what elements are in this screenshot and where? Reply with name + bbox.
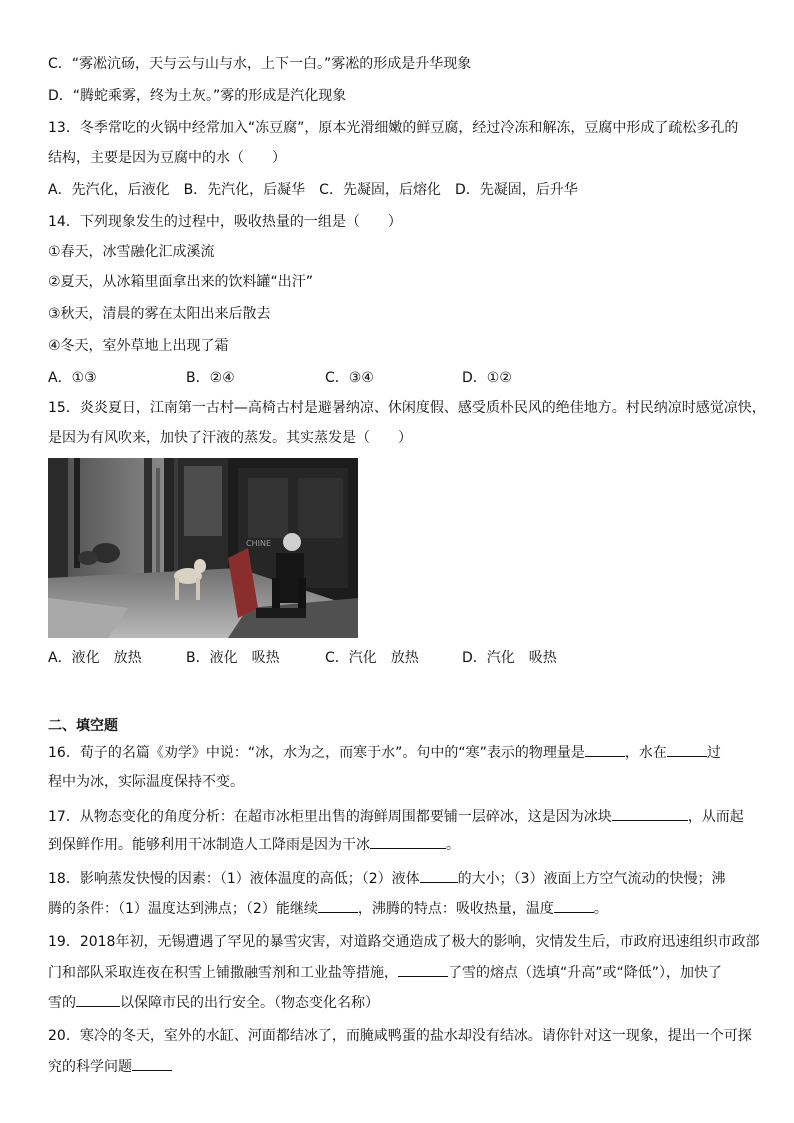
q12-option-c: C．“雾凇沆砀，天与云与山与水，上下一白。”雾凇的形成是升华现象 bbox=[48, 56, 472, 72]
q20-text-a: 究的科学问题 bbox=[48, 1059, 132, 1075]
village-photo bbox=[48, 458, 358, 638]
q13-stem-line1: 13．冬季常吃的火锅中经常加入“冻豆腐”，原本光滑细嫩的鲜豆腐，经过冷冻和解冻，豆腐中形成了疏松多孔的 bbox=[48, 120, 739, 136]
section-heading-fill-in: 二、填空题 bbox=[48, 718, 118, 734]
q13-stem-line2: 结构，主要是因为豆腐中的水（ ） bbox=[48, 150, 286, 166]
q16-line1 bbox=[48, 742, 721, 763]
q17-line1 bbox=[48, 806, 744, 827]
q14-item-2: ②夏天，从冰箱里面拿出来的饮料罐“出汗” bbox=[48, 274, 314, 290]
q17-blank-1[interactable] bbox=[612, 806, 688, 821]
q18-text-e: 。 bbox=[593, 901, 608, 917]
q14-option-d: D．①② bbox=[462, 370, 512, 386]
q16-blank-1[interactable] bbox=[585, 742, 625, 757]
q14-item-3: ③秋天，清晨的雾在太阳出来后散去 bbox=[48, 306, 271, 322]
q18-blank-1[interactable] bbox=[420, 868, 458, 883]
q18-blank-3[interactable] bbox=[554, 898, 594, 913]
q14-option-a: A．①③ bbox=[48, 370, 97, 386]
q12-option-d: D．“腾蛇乘雾，终为土灰。”雾的形成是汽化现象 bbox=[48, 88, 347, 104]
q19-text-d: 以保障市民的出行安全。（物态变化名称） bbox=[120, 995, 379, 1011]
q19-text-b: 了雪的熔点（选填“升高”或“降低”），加快了 bbox=[448, 965, 723, 981]
q18-line1 bbox=[48, 868, 726, 889]
q17-text-b: ，从而起 bbox=[687, 809, 744, 825]
q15-option-b: B．液化 吸热 bbox=[186, 650, 280, 666]
q20-line2 bbox=[48, 1056, 172, 1077]
q16-text-b: ，水在 bbox=[624, 745, 667, 761]
q18-text-d: ，沸腾的特点：吸收热量，温度 bbox=[357, 901, 554, 917]
q20-line1: 20．寒冷的冬天，室外的水缸、河面都结冰了，而腌咸鸭蛋的盐水却没有结冰。请你针对这一现象，提出一个可探 bbox=[48, 1028, 752, 1044]
q16-line2: 程中为冰，实际温度保持不变。 bbox=[48, 774, 244, 790]
q18-text-b: 的大小；（3）液面上方空气流动的快慢；沸 bbox=[457, 871, 726, 887]
q14-option-b: B．②④ bbox=[186, 370, 235, 386]
q14-item-1: ①春天，冰雪融化汇成溪流 bbox=[48, 244, 215, 260]
q15-stem-line1: 15．炎炎夏日，江南第一古村—高椅古村是避暑纳凉、休闲度假、感受质朴民风的绝佳地方。村民纳凉时感觉凉快， bbox=[48, 400, 766, 416]
q19-line3 bbox=[48, 992, 379, 1013]
q16-text-a: 16．荀子的名篇《劝学》中说：“冰，水为之，而寒于水”。句中的“寒”表示的物理量是 bbox=[48, 745, 585, 761]
q16-text-c: 过 bbox=[706, 745, 721, 761]
q16-blank-2[interactable] bbox=[667, 742, 707, 757]
photo-watermark: CHINE bbox=[246, 539, 271, 548]
q19-blank-1[interactable] bbox=[398, 962, 448, 977]
q18-blank-2[interactable] bbox=[318, 898, 358, 913]
q18-text-c: 腾的条件：（1）温度达到沸点；（2）能继续 bbox=[48, 901, 318, 917]
q15-option-c: C．汽化 放热 bbox=[325, 650, 419, 666]
q17-line2 bbox=[48, 834, 460, 855]
q13-options: A．先汽化，后液化 B．先汽化，后凝华 C．先凝固，后熔化 D．先凝固，后升华 bbox=[48, 182, 578, 198]
q17-text-c: 到保鲜作用。能够利用干冰制造人工降雨是因为干冰 bbox=[48, 837, 370, 853]
q14-stem: 14．下列现象发生的过程中，吸收热量的一组是（ ） bbox=[48, 214, 402, 230]
q17-text-a: 17．从物态变化的角度分析：在超市冰柜里出售的海鲜周围都要铺一层碎冰，这是因为冰块 bbox=[48, 809, 612, 825]
q15-option-d: D．汽化 吸热 bbox=[462, 650, 557, 666]
q17-blank-2[interactable] bbox=[370, 834, 446, 849]
q20-blank-1[interactable] bbox=[132, 1056, 172, 1071]
q18-line2 bbox=[48, 898, 608, 919]
q19-line1: 19．2018年初，无锡遭遇了罕见的暴雪灾害，对道路交通造成了极大的影响，灾情发生后，市政府迅速组织市政部 bbox=[48, 934, 760, 950]
q19-blank-2[interactable] bbox=[76, 992, 120, 1007]
q15-stem-line2: 是因为有风吹来，加快了汗液的蒸发。其实蒸发是（ ） bbox=[48, 430, 412, 446]
q14-item-4: ④冬天，室外草地上出现了霜 bbox=[48, 338, 229, 354]
q19-line2 bbox=[48, 962, 722, 983]
q19-text-a: 门和部队采取连夜在积雪上铺撒融雪剂和工业盐等措施， bbox=[48, 965, 398, 981]
q19-text-c: 雪的 bbox=[48, 995, 76, 1011]
q15-option-a: A．液化 放热 bbox=[48, 650, 142, 666]
q14-option-c: C．③④ bbox=[325, 370, 374, 386]
q18-text-a: 18．影响蒸发快慢的因素：（1）液体温度的高低；（2）液体 bbox=[48, 871, 420, 887]
q17-text-d: 。 bbox=[446, 837, 460, 853]
